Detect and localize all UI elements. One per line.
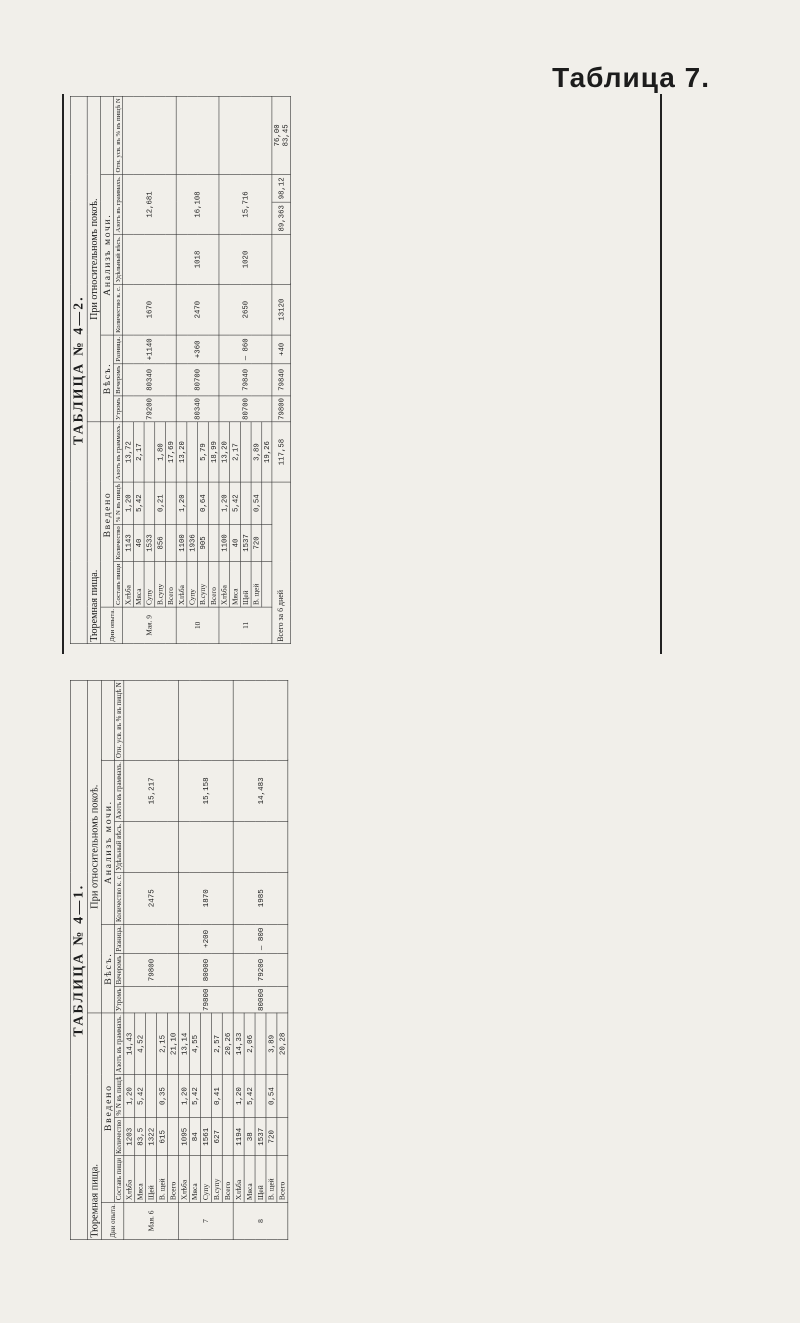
urine-density (233, 822, 288, 873)
col-assim: Отн. усв. въ % въ пищѣ N (115, 680, 124, 760)
table-row (219, 96, 230, 643)
col-n-grams: Азотъ въ граммахъ. (115, 1013, 124, 1074)
table-4-1-region (70, 680, 590, 1240)
col-urine-n: Азотъ въ граммахъ. (113, 176, 122, 233)
food-n-grams: 2,15 (157, 1013, 168, 1074)
food-n-pct: 5,42 (133, 482, 144, 524)
total-weight-morning: 79800 (272, 396, 291, 422)
weight-evening: 80000 (178, 954, 233, 987)
food-n-pct (277, 1075, 288, 1118)
food-n-grams: 2,06 (244, 1013, 255, 1074)
col-weight-diff: Разница. (115, 924, 124, 954)
food-name: Хлѣба (123, 562, 134, 607)
food-amount: 720 (251, 524, 262, 561)
urine-density (123, 235, 177, 285)
total-weight-diff: +40 (272, 335, 291, 364)
food-amount: 1533 (144, 524, 155, 561)
col-weight-diff: Разница. (113, 336, 122, 362)
group-day-spacer: Дни опыта. (101, 607, 123, 644)
food-n-grams (146, 1013, 157, 1074)
food-n-grams: 2,57 (211, 1013, 222, 1074)
diet-label: Тюремная пища. (87, 422, 101, 644)
food-amount: 40 (230, 524, 241, 561)
total-label: Всего за 6 дней (272, 482, 291, 644)
food-name: Хлѣба (178, 1156, 189, 1202)
urine-amount: 1985 (233, 872, 288, 924)
urine-n: 15,716 (219, 174, 272, 234)
food-n-pct: 5,42 (189, 1075, 200, 1118)
urine-density: 1018 (176, 235, 219, 285)
food-amount (222, 1118, 233, 1156)
table-4-2 (70, 96, 291, 644)
total-urine-amount: 13120 (272, 284, 291, 334)
food-n-pct: 1,20 (124, 1075, 135, 1118)
table-row (176, 96, 187, 643)
weight-diff: +360 (176, 335, 219, 364)
food-n-pct (187, 482, 198, 524)
food-amount: 1100 (176, 524, 187, 561)
food-n-grams: 5,79 (198, 422, 209, 482)
col-n-pct: % N въ пищѣ (115, 1075, 124, 1118)
food-n-pct (262, 482, 272, 524)
food-amount: 1537 (255, 1118, 266, 1156)
assimilation (176, 96, 219, 174)
weight-evening: 80700 (176, 364, 219, 396)
food-n-grams (240, 422, 251, 482)
food-n-pct: 5,42 (230, 482, 241, 524)
food-n-pct: 0,41 (211, 1075, 222, 1118)
weight-morning: 80340 (176, 396, 219, 422)
food-amount: 83,5 (135, 1118, 146, 1156)
page-title: Таблица 7. (552, 62, 710, 93)
food-name: Мяса (135, 1156, 146, 1202)
food-n-pct (146, 1075, 157, 1118)
total-weight-evening: 79840 (272, 364, 291, 396)
food-name: В.супу (211, 1156, 222, 1202)
total-urine-n-2: 98,12 (272, 174, 291, 202)
food-amount: 615 (157, 1118, 168, 1156)
table-title: ТАБЛИЦА № 4—2. (70, 96, 87, 643)
food-n-pct (200, 1075, 211, 1118)
food-amount: 1561 (200, 1118, 211, 1156)
col-food-name: Составъ пищи (115, 1156, 124, 1202)
urine-amount: 2470 (176, 284, 219, 334)
food-name: Мяса (133, 562, 144, 607)
food-n-pct (165, 482, 176, 524)
food-amount (262, 524, 272, 561)
food-n-grams: 4,52 (135, 1013, 146, 1074)
food-n-pct: 1,20 (178, 1075, 189, 1118)
total-assim-2: 83,45 (281, 124, 290, 147)
food-name: Хлѣба (176, 562, 187, 607)
group-assim-spacer (101, 96, 114, 174)
food-amount: 1100 (219, 524, 230, 561)
table-row (123, 96, 134, 643)
food-name: Всего (168, 1156, 179, 1202)
weight-evening: 80340 (123, 364, 177, 396)
food-name: В. щей (251, 562, 262, 607)
assimilation (178, 680, 233, 760)
food-amount: 40 (133, 524, 144, 561)
day-cell: 7 (178, 1202, 233, 1240)
col-urine-density: Удѣльный вѣсъ. (115, 822, 124, 873)
food-n-grams: 17,69 (165, 422, 176, 482)
food-n-pct: 1,20 (233, 1075, 244, 1118)
food-name: Супу (144, 562, 155, 607)
food-n-grams: 20,28 (277, 1013, 288, 1074)
food-name: Супу (200, 1156, 211, 1202)
group-urine: Анализъ мочи. (101, 760, 114, 924)
food-name: Мяса (244, 1156, 255, 1202)
food-name: Хлѣба (233, 1156, 244, 1202)
urine-n: 12,681 (123, 174, 177, 234)
urine-amount: 2475 (124, 872, 179, 924)
food-n-grams: 3,89 (266, 1013, 277, 1074)
food-n-pct: 5,42 (135, 1075, 146, 1118)
weight-morning: 80000 (233, 986, 288, 1013)
col-food-name: Составъ пищи (113, 563, 122, 606)
col-food-amount: Количество (115, 1118, 124, 1156)
food-name: Мяса (189, 1156, 200, 1202)
weight-diff: +1140 (123, 335, 177, 364)
total-urine-density (272, 235, 291, 285)
weight-diff: +200 (178, 924, 233, 954)
food-amount: 1095 (178, 1118, 189, 1156)
weight-evening: 79200 (233, 954, 288, 987)
assimilation (233, 680, 288, 760)
food-n-grams: 1,80 (155, 422, 166, 482)
food-n-pct: 0,54 (266, 1075, 277, 1118)
food-name: В. щей (157, 1156, 168, 1202)
day-cell: Мая. 6 (124, 1202, 179, 1240)
table-subtitle: При относительномъ покоѣ. (88, 680, 102, 1013)
table-row (233, 680, 244, 1239)
weight-diff (124, 924, 179, 954)
urine-n: 16,108 (176, 174, 219, 234)
food-name: Всего (222, 1156, 233, 1202)
food-n-pct (240, 482, 251, 524)
col-urine-amount: Количество к. с. (113, 286, 122, 333)
assimilation (123, 96, 177, 174)
group-food: Введено (101, 1013, 114, 1202)
food-n-grams: 14,43 (124, 1013, 135, 1074)
col-urine-amount: Количество к. с. (115, 872, 124, 924)
food-n-grams: 4,55 (189, 1013, 200, 1074)
food-name: Всего (277, 1156, 288, 1202)
weight-morning (124, 986, 179, 1013)
food-n-grams (187, 422, 198, 482)
total-n: 117,58 (272, 422, 291, 482)
group-urine: Анализъ мочи. (101, 174, 114, 334)
food-name: В.супу (198, 562, 209, 607)
food-n-grams: 13,20 (219, 422, 230, 482)
food-n-pct (208, 482, 219, 524)
food-name: Щей (255, 1156, 266, 1202)
food-n-grams: 2,17 (230, 422, 241, 482)
food-n-grams: 2,17 (133, 422, 144, 482)
food-n-grams (144, 422, 155, 482)
group-food: Введено (101, 422, 114, 607)
col-weight-morning: Утромъ (113, 397, 122, 421)
urine-density: 1020 (219, 235, 272, 285)
page-rule-left (62, 94, 64, 654)
food-amount (168, 1118, 179, 1156)
food-amount: 856 (155, 524, 166, 561)
food-name (262, 562, 272, 607)
col-food-amount: Количество (113, 526, 122, 560)
table-4-1 (70, 680, 288, 1240)
col-urine-density: Удѣльный вѣсъ. (113, 236, 122, 283)
weight-morning: 79800 (178, 986, 233, 1013)
food-name: Супу (187, 562, 198, 607)
weight-morning: 79200 (123, 396, 177, 422)
food-name: Мяса (230, 562, 241, 607)
food-amount: 38 (244, 1118, 255, 1156)
food-n-grams: 18,99 (208, 422, 219, 482)
food-n-pct (144, 482, 155, 524)
table-subtitle: При относительномъ покоѣ. (87, 96, 101, 422)
food-name: Щей (146, 1156, 157, 1202)
table-title: ТАБЛИЦА № 4—1. (70, 680, 87, 1239)
food-amount: 1203 (124, 1118, 135, 1156)
food-name: Всего (165, 562, 176, 607)
food-n-grams: 13,20 (176, 422, 187, 482)
col-n-grams: Азотъ въ граммахъ. (113, 423, 122, 481)
total-urine-n-1: 89,363 (272, 202, 291, 234)
day-cell: Мая. 9 (123, 607, 177, 644)
day-cell: 10 (176, 607, 219, 644)
group-day-spacer: Дни опыта. (101, 1202, 123, 1240)
diet-label: Тюремная пища. (88, 1013, 102, 1240)
food-n-pct: 1,20 (176, 482, 187, 524)
food-n-pct (168, 1075, 179, 1118)
weight-evening: 79840 (219, 364, 272, 396)
food-n-grams (255, 1013, 266, 1074)
day-cell: 11 (219, 607, 272, 644)
table-row (124, 680, 135, 1239)
food-amount (208, 524, 219, 561)
food-n-grams (200, 1013, 211, 1074)
food-amount (165, 524, 176, 561)
urine-amount: 1870 (178, 872, 233, 924)
food-amount: 1322 (146, 1118, 157, 1156)
food-n-grams: 3,89 (251, 422, 262, 482)
total-assim-1: 76,00 (272, 124, 282, 147)
food-n-pct: 0,64 (198, 482, 209, 524)
food-name: Хлѣба (219, 562, 230, 607)
food-amount: 627 (211, 1118, 222, 1156)
food-n-pct: 5,42 (244, 1075, 255, 1118)
food-n-pct: 0,35 (157, 1075, 168, 1118)
weight-evening: 79800 (124, 954, 179, 987)
food-name: Щей (240, 562, 251, 607)
food-amount: 1143 (123, 524, 134, 561)
food-name: Хлѣба (124, 1156, 135, 1202)
col-urine-n: Азотъ въ граммахъ. (115, 760, 124, 821)
weight-diff: — 860 (219, 335, 272, 364)
assimilation (124, 680, 179, 760)
assimilation (219, 96, 272, 174)
table-4-2-region (70, 96, 660, 644)
food-n-pct: 0,21 (155, 482, 166, 524)
food-amount: 1194 (233, 1118, 244, 1156)
weight-morning: 80700 (219, 396, 272, 422)
food-amount: 720 (266, 1118, 277, 1156)
col-weight-evening: Вечеромъ (113, 365, 122, 394)
page-rule-right (660, 94, 662, 654)
food-n-grams: 13,14 (178, 1013, 189, 1074)
food-n-pct (222, 1075, 233, 1118)
food-n-grams: 20,26 (222, 1013, 233, 1074)
food-amount: 1936 (187, 524, 198, 561)
food-n-grams: 19,26 (262, 422, 272, 482)
col-assim: Отн. усв. въ % въ пищѣ N (113, 98, 122, 173)
col-weight-evening: Вечеромъ (115, 954, 124, 987)
col-weight-morning: Утромъ (115, 986, 124, 1013)
urine-n: 15,217 (124, 760, 179, 821)
food-name: В.супу (155, 562, 166, 607)
group-assim-spacer (101, 680, 114, 760)
day-cell: 8 (233, 1202, 288, 1240)
urine-density (124, 822, 179, 873)
urine-amount: 1670 (123, 284, 177, 334)
food-name: В. щей (266, 1156, 277, 1202)
food-n-pct (255, 1075, 266, 1118)
food-name: Всего (208, 562, 219, 607)
urine-amount: 2650 (219, 284, 272, 334)
food-n-grams: 21,10 (168, 1013, 179, 1074)
food-amount: 1537 (240, 524, 251, 561)
weight-diff: — 800 (233, 924, 288, 954)
food-amount: 84 (189, 1118, 200, 1156)
urine-density (178, 822, 233, 873)
food-n-pct: 1,20 (219, 482, 230, 524)
table-row (178, 680, 189, 1239)
group-weight: Вѣсъ. (101, 924, 114, 1013)
total-row (272, 96, 291, 643)
total-assimilation (272, 96, 291, 174)
food-n-grams: 13,72 (123, 422, 134, 482)
food-n-pct: 0,54 (251, 482, 262, 524)
food-amount (277, 1118, 288, 1156)
food-n-pct: 1,20 (123, 482, 134, 524)
urine-n: 15,158 (178, 760, 233, 821)
col-n-pct: % N въ пищѣ (113, 484, 122, 523)
food-n-grams: 14,33 (233, 1013, 244, 1074)
group-weight: Вѣсъ. (101, 335, 114, 422)
urine-n: 14,483 (233, 760, 288, 821)
food-amount: 905 (198, 524, 209, 561)
